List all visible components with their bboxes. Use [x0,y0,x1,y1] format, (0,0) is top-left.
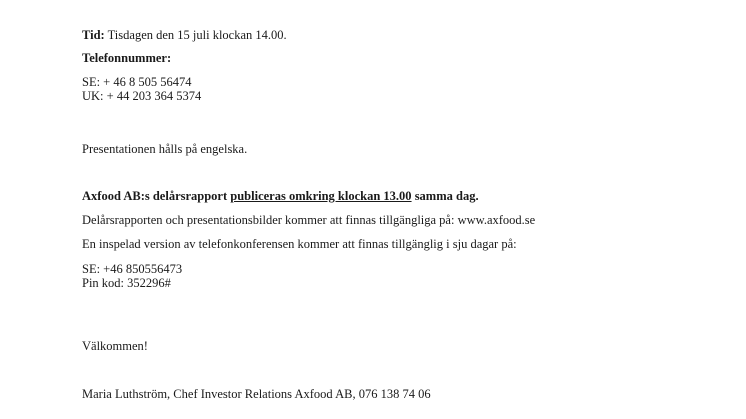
language-note: Presentationen hålls på engelska. [82,142,248,156]
time-line [82,28,287,42]
welcome-text: Välkommen! [82,339,148,353]
replay-se: SE: +46 850556473 [82,262,183,276]
report-time-underlined: publiceras omkring klockan 13.00 [230,189,412,203]
time-value: Tisdagen den 15 juli klockan 14.00. [107,28,287,42]
report-availability: Delårsrapporten och presentationsbilder kommer att finnas tillgängliga på: www.axfood.se [82,213,536,227]
report-suffix: samma dag. [411,189,479,203]
recording-note: En inspelad version av telefonkonferensen kommer att finnas tillgänglig i sju dagar på: [82,237,517,251]
phone-uk: UK: + 44 203 364 5374 [82,89,202,103]
phone-se: SE: + 46 8 505 56474 [82,75,192,89]
phone-heading: Telefonnummer: [82,51,172,65]
time-label: Tid: [82,28,105,42]
report-heading [82,189,479,203]
report-prefix: Axfood AB:s delårsrapport [82,189,231,203]
replay-pin: Pin kod: 352296# [82,276,171,290]
contact-line: Maria Luthström, Chef Investor Relations Axfood AB, 076 138 74 06 [82,387,431,401]
